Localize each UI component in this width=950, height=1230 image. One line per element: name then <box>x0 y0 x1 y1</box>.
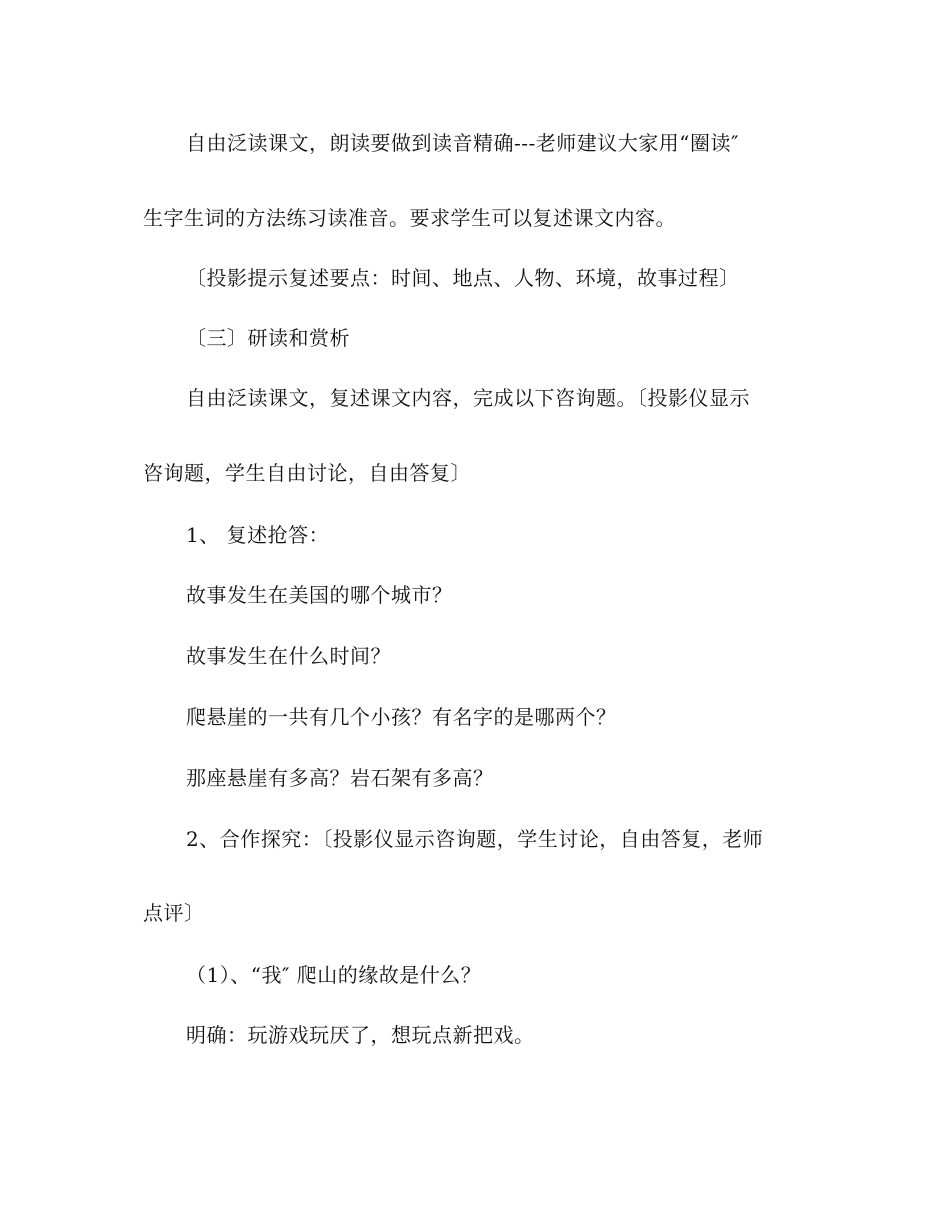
paragraph-study-instruction: 自由泛读课文，复述课文内容，完成以下咨询题。〔投影仪显示 <box>186 386 750 410</box>
question-height: 那座悬崖有多高？岩石架有多高？ <box>186 766 494 790</box>
question-children: 爬悬崖的一共有几个小孩？有名字的是哪两个？ <box>186 705 617 729</box>
item-2-heading-continued: 点评〕 <box>143 901 205 925</box>
paragraph-reading-instruction-continued: 生字生词的方法练习读准音。要求学生可以复述课文内容。 <box>143 206 676 230</box>
question-city: 故事发生在美国的哪个城市？ <box>186 583 453 607</box>
answer-reason: 明确：玩游戏玩厌了，想玩点新把戏。 <box>186 1023 535 1047</box>
section-heading-study: 〔三〕研读和赏析 <box>186 326 350 350</box>
projection-hint: 〔投影提示复述要点：时间、地点、人物、环境，故事过程〕 <box>186 266 740 290</box>
paragraph-study-instruction-continued: 咨询题，学生自由讨论，自由答复〕 <box>143 461 471 485</box>
item-1-heading: 1、 复述抢答： <box>186 523 330 547</box>
item-2-heading: 2、合作探究：〔投影仪显示咨询题，学生讨论，自由答复，老师 <box>186 827 764 851</box>
paragraph-reading-instruction: 自由泛读课文，朗读要做到读音精确---老师建议大家用“圈读″ <box>186 131 739 155</box>
question-reason: （1）、“我″ 爬山的缘故是什么？ <box>186 963 482 987</box>
question-time: 故事发生在什么时间？ <box>186 644 391 668</box>
